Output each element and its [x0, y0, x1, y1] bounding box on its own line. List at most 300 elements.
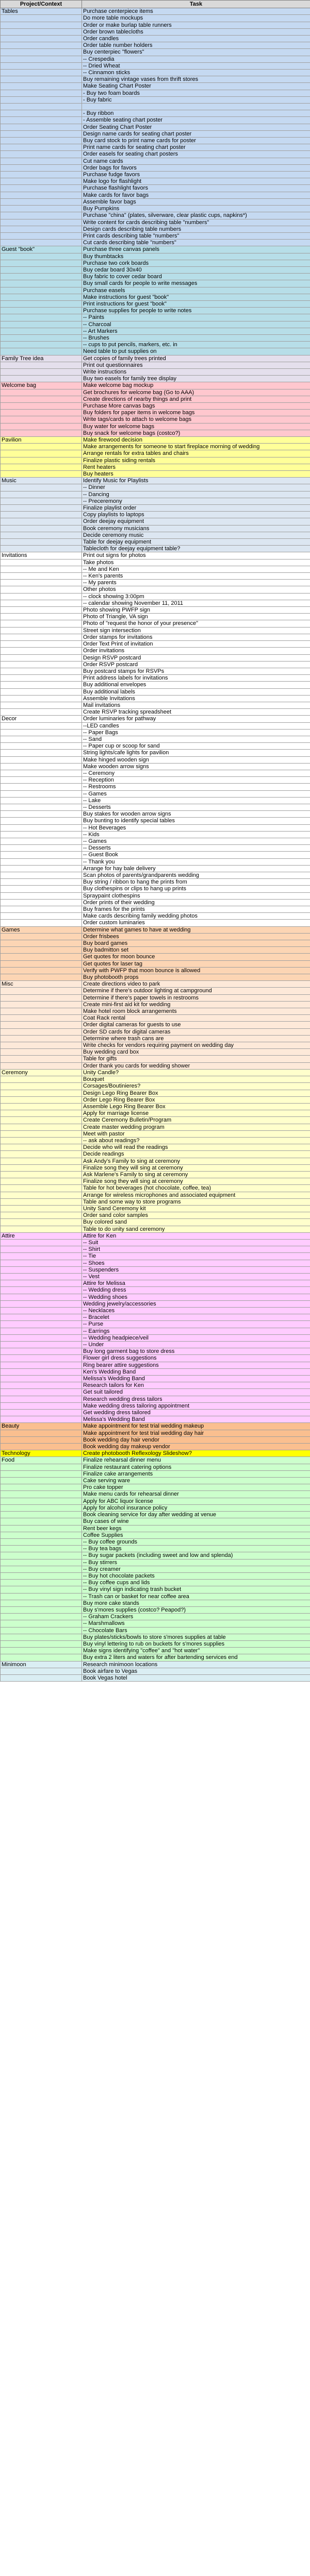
task-cell: -- Crespedia [82, 56, 310, 62]
table-row [1, 1069, 310, 1076]
table-row [1, 722, 310, 729]
task-cell: Finalize plastic siding rentals [82, 457, 310, 464]
context-cell [1, 1022, 82, 1028]
table-row [1, 90, 310, 96]
table-row [1, 1572, 310, 1579]
task-cell: -- Purse [82, 1321, 310, 1328]
context-cell [1, 457, 82, 464]
task-cell: Finalize song they will sing at ceremony [82, 1164, 310, 1171]
context-cell [1, 661, 82, 668]
task-cell: Buy extra 2 liters and waters for after bartending services end [82, 1654, 310, 1661]
context-cell [1, 566, 82, 572]
table-row [1, 402, 310, 409]
table-row [1, 1314, 310, 1321]
task-cell: Buy two easels for family tree display [82, 376, 310, 382]
context-cell [1, 416, 82, 423]
task-cell: Flower girl dress suggestions [82, 1355, 310, 1362]
context-cell [1, 1083, 82, 1090]
table-row [1, 1205, 310, 1212]
task-cell: -- Buy creamer [82, 1566, 310, 1572]
table-row [1, 1151, 310, 1158]
task-cell: -- Lake [82, 797, 310, 804]
context-cell [1, 198, 82, 205]
table-row [1, 1103, 310, 1110]
context-cell [1, 1273, 82, 1280]
context-cell [1, 294, 82, 300]
table-row [1, 790, 310, 797]
table-row [1, 736, 310, 742]
task-cell: Order frisbees [82, 933, 310, 940]
task-cell: Do more table mockups [82, 15, 310, 22]
context-label: Food [1, 1457, 82, 1464]
table-row [1, 1600, 310, 1606]
task-cell: -- Paints [82, 314, 310, 321]
table-row [1, 1232, 310, 1239]
table-row [1, 960, 310, 967]
table-row [1, 947, 310, 954]
task-cell: Order digital cameras for guests to use [82, 1022, 310, 1028]
task-cell: Coat Rack rental [82, 1015, 310, 1022]
task-cell: -- My parents [82, 580, 310, 586]
context-cell [1, 1001, 82, 1008]
table-row [1, 994, 310, 1001]
table-row [1, 1566, 310, 1572]
context-cell [1, 906, 82, 913]
task-cell: -- Bracelet [82, 1314, 310, 1321]
table-row [1, 314, 310, 321]
table-row [1, 232, 310, 239]
context-cell [1, 641, 82, 648]
context-cell [1, 1239, 82, 1246]
table-row [1, 1661, 310, 1668]
context-cell [1, 1056, 82, 1062]
context-cell [1, 368, 82, 375]
task-cell: Buy s'mores supplies (costco? Peapod?) [82, 1606, 310, 1613]
context-cell [1, 1219, 82, 1226]
table-row [1, 1627, 310, 1634]
context-cell [1, 872, 82, 879]
task-cell: Photo of "request the honor of your presence" [82, 620, 310, 627]
table-row [1, 274, 310, 280]
table-row [1, 1117, 310, 1124]
context-cell [1, 1538, 82, 1545]
context-cell [1, 1368, 82, 1375]
task-cell: Get suit tailored [82, 1389, 310, 1396]
context-cell [1, 1491, 82, 1498]
table-row [1, 28, 310, 35]
table-row [1, 811, 310, 818]
task-cell: Purchase two cork boards [82, 260, 310, 266]
context-cell [1, 648, 82, 654]
context-cell [1, 586, 82, 593]
context-cell [1, 947, 82, 954]
task-cell: Order custom luminaries [82, 920, 310, 926]
task-cell: Photo of Triangle, VA sign [82, 614, 310, 620]
context-cell [1, 1580, 82, 1586]
context-cell [1, 444, 82, 450]
table-row [1, 1450, 310, 1457]
context-cell [1, 960, 82, 967]
context-cell [1, 695, 82, 702]
task-cell: Cut cards describing table "numbers" [82, 240, 310, 246]
table-row [1, 294, 310, 300]
context-cell [1, 1362, 82, 1368]
table-row [1, 416, 310, 423]
context-cell [1, 1430, 82, 1436]
context-cell [1, 1314, 82, 1321]
task-cell: Buy bunting to identify special tables [82, 818, 310, 824]
table-row [1, 491, 310, 498]
table-row [1, 1648, 310, 1654]
table-row [1, 1334, 310, 1341]
context-cell [1, 518, 82, 525]
table-row [1, 138, 310, 144]
context-cell [1, 824, 82, 831]
task-cell: Photo showing PWFP sign [82, 607, 310, 614]
context-cell [1, 1470, 82, 1477]
table-row [1, 212, 310, 219]
table-row [1, 1144, 310, 1151]
table-row [1, 879, 310, 886]
table-row [1, 1504, 310, 1511]
context-cell [1, 614, 82, 620]
table-row [1, 151, 310, 158]
task-cell: Buy long garment bag to store dress [82, 1348, 310, 1355]
context-cell [1, 797, 82, 804]
table-row [1, 457, 310, 464]
context-cell [1, 546, 82, 552]
table-row [1, 1430, 310, 1436]
table-row [1, 206, 310, 212]
task-cell: Research wedding dress tailors [82, 1396, 310, 1402]
context-cell [1, 1566, 82, 1572]
task-cell: Order invitations [82, 648, 310, 654]
context-cell [1, 1192, 82, 1198]
table-row [1, 743, 310, 750]
context-cell [1, 1525, 82, 1532]
context-cell [1, 879, 82, 886]
task-cell: Unity Sand Ceremony kit [82, 1205, 310, 1212]
table-row [1, 1192, 310, 1198]
task-cell: Assemble Lego Ring Bearer Box [82, 1103, 310, 1110]
context-label: Decor [1, 716, 82, 722]
context-cell [1, 1593, 82, 1600]
table-row [1, 1518, 310, 1525]
context-cell [1, 1600, 82, 1606]
context-cell [1, 1464, 82, 1470]
context-cell [1, 886, 82, 892]
table-row [1, 818, 310, 824]
table-row [1, 933, 310, 940]
task-cell: Bouquet [82, 1076, 310, 1083]
table-row [1, 668, 310, 674]
table-row [1, 648, 310, 654]
context-cell [1, 308, 82, 314]
task-cell: -- Vest [82, 1273, 310, 1280]
context-cell [1, 342, 82, 348]
task-cell: Need table to put supplies on [82, 348, 310, 355]
task-cell: Make Seating Chart Poster [82, 83, 310, 90]
context-cell [1, 967, 82, 974]
context-cell [1, 151, 82, 158]
context-cell [1, 28, 82, 35]
table-row [1, 308, 310, 314]
context-cell [1, 1606, 82, 1613]
context-cell [1, 1620, 82, 1627]
context-label: Beauty [1, 1423, 82, 1430]
task-cell: Buy photobooth props [82, 974, 310, 981]
task-cell: Cut name cards [82, 158, 310, 164]
table-row [1, 1674, 310, 1681]
table-row [1, 1110, 310, 1117]
table-row [1, 96, 310, 103]
table-row [1, 634, 310, 640]
task-cell: -- ask about readings? [82, 1137, 310, 1144]
task-cell: Buy Pumpkins [82, 206, 310, 212]
context-cell [1, 1668, 82, 1674]
context-cell [1, 172, 82, 178]
context-cell [1, 1300, 82, 1307]
table-row [1, 954, 310, 960]
context-cell [1, 654, 82, 661]
context-cell [1, 831, 82, 838]
task-cell: Order bags for favors [82, 164, 310, 171]
table-row [1, 1096, 310, 1103]
header-row [1, 1, 310, 8]
table-row [1, 382, 310, 389]
table-row [1, 1198, 310, 1205]
context-cell [1, 253, 82, 260]
table-row [1, 328, 310, 334]
table-row [1, 1484, 310, 1491]
task-cell: -- Charcoal [82, 321, 310, 328]
table-row [1, 1402, 310, 1409]
context-cell [1, 389, 82, 396]
task-cell: -- Wedding dress [82, 1287, 310, 1294]
task-cell: -- Buy vinyl sign indicating trash bucket [82, 1586, 310, 1593]
table-row [1, 1266, 310, 1273]
task-cell: Order deejay equipment [82, 518, 310, 525]
table-row [1, 1273, 310, 1280]
table-row [1, 1368, 310, 1375]
table-row [1, 1294, 310, 1300]
task-cell: -- Marshmallows [82, 1620, 310, 1627]
context-label: Guest "book" [1, 246, 82, 253]
context-cell [1, 675, 82, 682]
context-cell [1, 1205, 82, 1212]
task-cell: Decide ceremony music [82, 532, 310, 538]
task-cell: Verify with PWFP that moon bounce is allowed [82, 967, 310, 974]
context-label: Family Tree idea [1, 355, 82, 362]
task-cell: Make cards describing family wedding photos [82, 913, 310, 920]
task-cell: Purchase easels [82, 287, 310, 294]
context-cell [1, 240, 82, 246]
table-row [1, 682, 310, 688]
context-cell [1, 226, 82, 232]
context-cell [1, 138, 82, 144]
task-cell: Design RSVP postcard [82, 654, 310, 661]
context-cell [1, 600, 82, 606]
context-cell [1, 1342, 82, 1348]
context-cell [1, 1504, 82, 1511]
table-row [1, 1559, 310, 1566]
table-row [1, 1178, 310, 1185]
context-cell [1, 260, 82, 266]
context-cell [1, 1436, 82, 1443]
table-row [1, 518, 310, 525]
context-cell [1, 348, 82, 355]
context-cell [1, 212, 82, 219]
context-cell [1, 913, 82, 920]
table-row [1, 1062, 310, 1069]
task-cell: Buy small cards for people to write messages [82, 280, 310, 287]
task-cell: Buy frames for the prints [82, 906, 310, 913]
context-cell [1, 1035, 82, 1042]
context-cell [1, 124, 82, 130]
context-label: Welcome bag [1, 382, 82, 389]
context-cell [1, 1042, 82, 1049]
context-cell [1, 1096, 82, 1103]
context-cell [1, 1498, 82, 1504]
table-row [1, 362, 310, 368]
task-cell: -- Buy hot chocolate packets [82, 1572, 310, 1579]
table-row [1, 1185, 310, 1192]
task-cell: Purchase supplies for people to write notes [82, 308, 310, 314]
task-cell: Book ceremony musicians [82, 525, 310, 532]
task-cell: -- Chocolate Bars [82, 1627, 310, 1634]
table-row [1, 729, 310, 736]
task-cell: -- Buy stirrers [82, 1559, 310, 1566]
table-row [1, 1246, 310, 1253]
table-row [1, 892, 310, 899]
context-cell [1, 321, 82, 328]
task-cell: -- cups to put pencils, markers, etc. in [82, 342, 310, 348]
context-cell [1, 1640, 82, 1647]
table-row [1, 1308, 310, 1314]
table-row [1, 654, 310, 661]
task-cell: Write checks for vendors requiring payment on wedding day [82, 1042, 310, 1049]
task-cell: Arrange for hay bale delivery [82, 865, 310, 872]
table-row [1, 586, 310, 593]
table-row [1, 192, 310, 198]
table-row [1, 688, 310, 695]
task-cell: Get quotes for moon bounce [82, 954, 310, 960]
table-row [1, 1212, 310, 1219]
task-cell: Finalize cake arrangements [82, 1470, 310, 1477]
context-cell [1, 423, 82, 430]
context-cell [1, 1178, 82, 1185]
task-cell: Get copies of family trees printed [82, 355, 310, 362]
table-row [1, 478, 310, 484]
task-cell: -- Suit [82, 1239, 310, 1246]
table-row [1, 505, 310, 512]
task-cell: Make cards for favor bags [82, 192, 310, 198]
table-row [1, 56, 310, 62]
context-cell [1, 1308, 82, 1314]
table-row [1, 498, 310, 504]
task-cell: Purchase flashlight favors [82, 185, 310, 192]
table-row [1, 266, 310, 273]
table-row [1, 1410, 310, 1416]
table-row [1, 1076, 310, 1083]
context-cell [1, 498, 82, 504]
context-cell [1, 1212, 82, 1219]
task-cell: Make hotel room block arrangements [82, 1008, 310, 1015]
context-cell [1, 804, 82, 810]
context-cell [1, 192, 82, 198]
context-cell [1, 1410, 82, 1416]
task-cell: -- Graham Crackers [82, 1614, 310, 1620]
table-row [1, 104, 310, 110]
task-cell: Corsages/Boutinieres? [82, 1083, 310, 1090]
context-label: Pavilion [1, 437, 82, 444]
task-cell: Purchase "china" (plates, silverware, clear plastic cups, napkins*) [82, 212, 310, 219]
context-cell [1, 56, 82, 62]
task-cell: Order candles [82, 36, 310, 42]
context-cell [1, 1355, 82, 1362]
context-cell [1, 811, 82, 818]
task-cell: Ask Marlene's Family to sing at ceremony [82, 1171, 310, 1178]
table-row [1, 178, 310, 185]
table-row [1, 49, 310, 56]
table-row [1, 552, 310, 559]
context-cell [1, 1376, 82, 1382]
context-cell [1, 682, 82, 688]
table-row [1, 42, 310, 49]
context-cell [1, 70, 82, 76]
table-row [1, 1464, 310, 1470]
context-cell [1, 62, 82, 69]
table-row [1, 600, 310, 606]
table-row [1, 824, 310, 831]
task-cell: Identify Music for Playlists [82, 478, 310, 484]
table-row [1, 1436, 310, 1443]
task-cell: Order Seating Chart Poster [82, 124, 310, 130]
table-row [1, 804, 310, 810]
task-cell: Order sand color samples [82, 1212, 310, 1219]
context-cell [1, 1253, 82, 1260]
task-cell: Print address labels for invitations [82, 675, 310, 682]
table-row [1, 1614, 310, 1620]
table-row [1, 1219, 310, 1226]
context-cell [1, 185, 82, 192]
table-row [1, 226, 310, 232]
task-cell: Other photos [82, 586, 310, 593]
table-row [1, 1239, 310, 1246]
task-cell: Buy vinyl lettering to rub on buckets for s'mores supplies [82, 1640, 310, 1647]
context-cell [1, 1049, 82, 1056]
task-cell: Wedding jewelry/accessories [82, 1300, 310, 1307]
table-row [1, 1606, 310, 1613]
context-cell [1, 940, 82, 947]
context-cell [1, 1124, 82, 1130]
context-cell [1, 790, 82, 797]
task-cell: Arrange for wireless microphones and associated equipment [82, 1192, 310, 1198]
header-context: Project/Context [1, 1, 82, 8]
task-cell: Buy water for welcome bags [82, 423, 310, 430]
task-cell: -- Shoes [82, 1260, 310, 1266]
task-cell [82, 104, 310, 110]
table-row [1, 1396, 310, 1402]
task-cell: String lights/cafe lights for pavilion [82, 750, 310, 756]
task-cell: - Buy ribbon [82, 110, 310, 117]
context-cell [1, 484, 82, 491]
table-row [1, 1532, 310, 1538]
task-cell: Print cards describing table "numbers" [82, 232, 310, 239]
table-row [1, 22, 310, 28]
table-row [1, 1226, 310, 1232]
context-cell [1, 178, 82, 185]
